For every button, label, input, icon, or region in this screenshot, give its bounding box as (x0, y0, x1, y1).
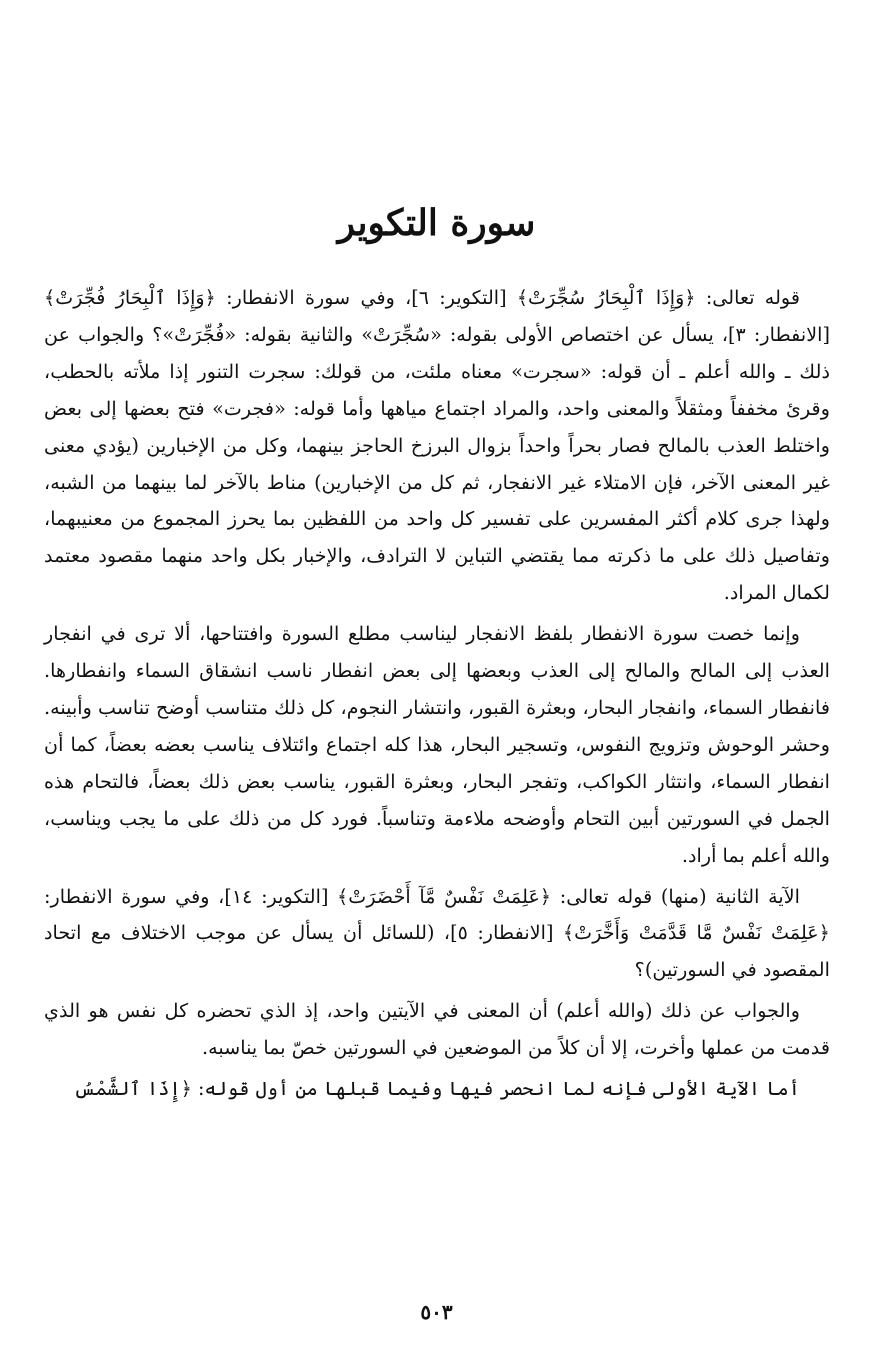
body-text (44, 280, 830, 1112)
paragraph-4: والجواب عن ذلك (والله أعلم) أن المعنى في الآيتين واحد، إذ الذي تحضره كل نفس هو الذي قدمت من عملها وأخرت، إلا أن كلاً من الموضعين في السورتين خصّ بما يناسبه. (44, 999, 830, 1060)
paragraph-3: الآية الثانية (منها) قوله تعالى: ﴿عَلِمَتْ نَفْسٌ مَّآ أَحْضَرَتْ﴾ [التكوير: ١٤]، وفي سورة الانفطار: ﴿عَلِمَتْ نَفْسٌ مَّا قَدَّمَتْ وَأَخَّرَتْ﴾ [الانفطار: ٥]، (للسائل أن يسأل عن موجب الاختلاف مع اتحاد المقصود في السورتين)؟ (44, 884, 830, 982)
paragraph-2: وإنما خصت سورة الانفطار بلفظ الانفجار ليناسب مطلع السورة وافتتاحها، ألا ترى في انفجار العذب إلى المالح والمالح إلى العذب وبعضها إلى بعض انفطار ناسب انشقاق السماء وانفطارها. فانفطار السماء، وانفجار البحار، وبعثرة القبور، وانتشار النجوم، كل ذلك متناسب أوضح تناسب وأبينه. وحشر الوحوش وتزويج النفوس، وتسجير البحار، هذا كله اجتماع وائتلاف يناسب بعضه بعضاً، كما أن انفطار السماء، وانتثار الكواكب، وتفجر البحار، وبعثرة القبور، يناسب بعض ذلك بعضاً، فالتحام هذه الجمل في السورتين أبين التحام وأوضحه ملاءمة وتناسباً. فورد كل من ذلك على ما يجب ويناسب، والله أعلم بما أراد. (43, 622, 830, 867)
page-number: ٥٠٣ (420, 1300, 453, 1324)
page-title: سورة التكوير (337, 202, 536, 244)
paragraph-5: أما الآية الأولى فإنه لما انحصر فيها وفيما قبلها من أول قوله: ﴿إِذَا ٱلشَّمْسُ (73, 1077, 800, 1101)
paragraph-1: قوله تعالى: ﴿وَإِذَا ٱلْبِحَارُ سُجِّرَتْ﴾ [التكوير: ٦]، وفي سورة الانفطار: ﴿وَإِذَا ٱلْبِحَارُ فُجِّرَتْ﴾ [الانفطار: ٣]، يسأل عن اختصاص الأولى بقوله: «سُجِّرَتْ» والثانية بقوله: «فُجِّرَتْ»؟ والجواب عن ذلك ـ والله أعلم ـ أن قوله: «سجرت» معناه ملئت، من قولك: سجرت التنور إذا ملأته بالحطب، وقرئ مخففاً ومثقلاً والمعنى واحد، والمراد اجتماع مياهها وأما قوله: «فجرت» فتح بعضها إلى بعض واختلط العذب بالمالح فصار بحراً واحداً بزوال البرزخ الحاجز بينهما، وكل من الإخبارين (يؤدي معنى غير المعنى الآخر، فإن الامتلاء غير الانفجار، ثم كل من الإخبارين) مناط بالآخر لما بينهما من الشبه، ولهذا جرى كلام أكثر المفسرين على تفسير كل واحد من اللفظين بما يحرز المجموع من معنيبهما، وتفاصيل ذلك على ما ذكرته مما يقتضي التباين لا الترادف، والإخبار بكل واحد منهما مقصود معتمد لكمال المراد. (44, 286, 830, 605)
